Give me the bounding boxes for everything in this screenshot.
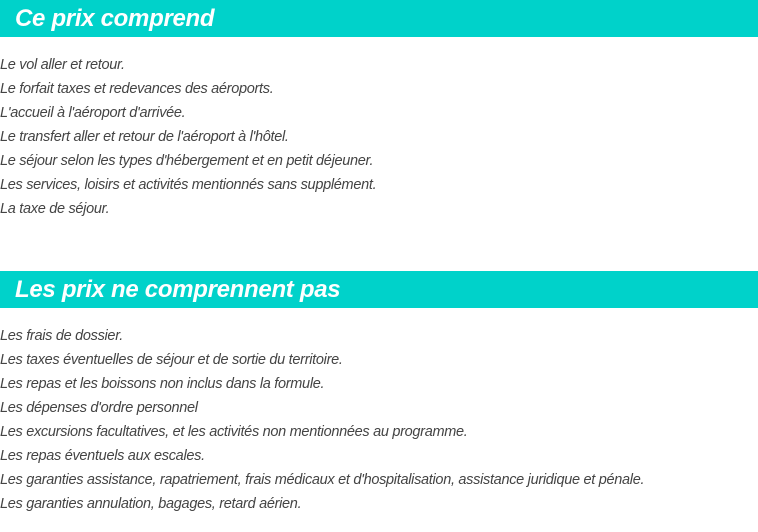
list-item: Les excursions facultatives, et les activités non mentionnées au programme. [0,424,468,440]
list-item: L'accueil à l'aéroport d'arrivée. [0,105,186,121]
included-items-list [0,53,758,221]
list-item: Les taxes éventuelles de séjour et de sortie du territoire. [0,352,343,368]
list-item: Les dépenses d'ordre personnel [0,400,198,416]
list-item: La taxe de séjour. [0,201,110,217]
list-item: Le forfait taxes et redevances des aéroports. [0,81,274,97]
list-item: Le transfert aller et retour de l'aéroport à l'hôtel. [0,129,289,145]
list-item: Les garanties assistance, rapatriement, frais médicaux et d'hospitalisation, assistance juridique et pénale. [0,472,645,488]
excluded-items-list [0,324,758,516]
section-title: Les prix ne comprennent pas [0,271,758,308]
list-item: Les frais de dossier. [0,328,123,344]
list-item: Le séjour selon les types d'hébergement et en petit déjeuner. [0,153,374,169]
price-includes-section [0,0,758,221]
list-item: Les repas et les boissons non inclus dans la formule. [0,376,325,392]
price-excludes-section [0,271,758,516]
list-item: Les services, loisirs et activités mentionnés sans supplément. [0,177,377,193]
list-item: Les repas éventuels aux escales. [0,448,205,464]
section-title: Ce prix comprend [0,0,758,37]
list-item: Le vol aller et retour. [0,57,125,73]
list-item: Les garanties annulation, bagages, retard aérien. [0,496,302,512]
